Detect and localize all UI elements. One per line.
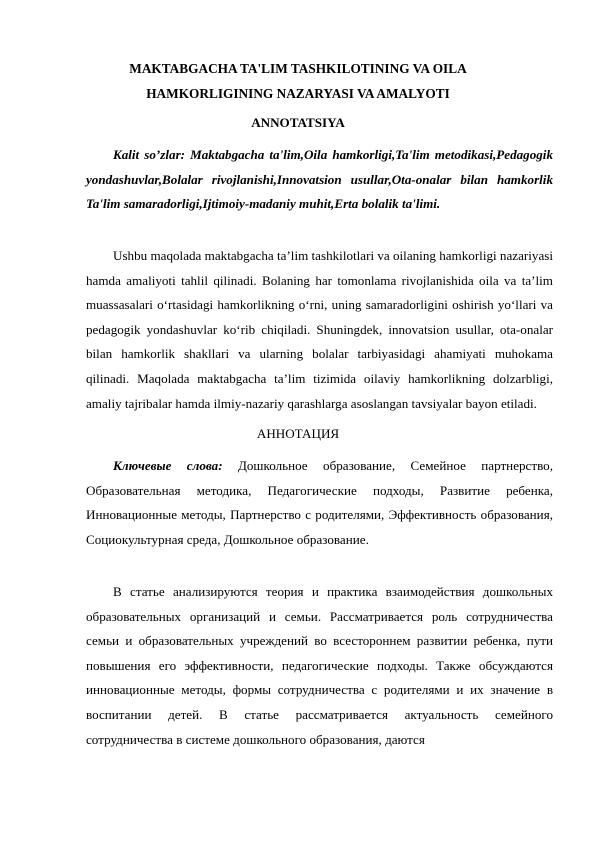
annotation-uz-heading: ANNOTATSIYA <box>251 115 345 130</box>
abstract-uz: Ushbu maqolada maktabgacha ta’lim tashkilotlari va oilaning hamkorligi nazariyasi hamda amaliyoti tahlil qilinadi. Bolaning har tomonlama rivojlanishida oila va ta’lim muassasalari o‘rtasidagi hamkorlikning o‘rni, uning samaradorligini oshirish yo‘llari va pedagogik yondashuvlar ko‘rib chiqiladi. Shuningdek, innovatsion usullar, ota-onalar bilan hamkorlik shakllari va ularning bolalar tarbiyasidagi ahamiyati muhokama qilinadi. Maqolada maktabgacha ta’lim tizimida oilaviy hamkorlikning dolzarbligi, amaliy tajribalar hamda ilmiy-nazariy qarashlarga asoslangan tavsiyalar bayon etiladi. <box>86 248 553 411</box>
keywords-uz: Kalit so’zlar: Maktabgacha ta'lim,Oila hamkorligi,Ta'lim metodikasi,Pedagogik yondashuvlar,Bolalar rivojlanishi,Innovatsion usullar,Ota-onalar bilan hamkorlik Ta'lim samaradorligi,Ijtimoiy-madaniy muhit,Erta bolalik ta'limi. <box>86 147 553 212</box>
annotation-ru-heading: АННОТАЦИЯ <box>256 426 340 441</box>
abstract-ru: В статье анализируются теория и практика взаимодействия дошкольных образовательных организаций и семьи. Рассматривается роль сотрудничества семьи и образовательных учреждений во всестороннем развитии ребенка, пути повышения его эффективности, педагогические подходы. Также обсуждаются инновационные методы, формы сотрудничества с родителями и их значение в воспитании детей. В статье рассматривается актуальность семейного сотрудничества в системе дошкольного образования, даются <box>86 584 553 747</box>
paper-title <box>60 56 536 106</box>
keywords-ru-label: Ключевые слова: <box>113 458 223 473</box>
keywords-ru <box>86 454 553 552</box>
keywords-ru-text: Дошкольное образование, Семейное партнерство, Образовательная методика, Педагогические подходы, Развитие ребенка, Инновационные методы, Партнерство с родителями, Эффективность образования, Социокультурная среда, Дошкольное образование. <box>86 458 553 547</box>
title-line-2: HAMKORLIGINING NAZARYASI VA AMALYOTI <box>146 86 450 101</box>
title-line-1: MAKTABGACHA TA'LIM TASHKILOTINING VA OILA <box>129 61 467 76</box>
